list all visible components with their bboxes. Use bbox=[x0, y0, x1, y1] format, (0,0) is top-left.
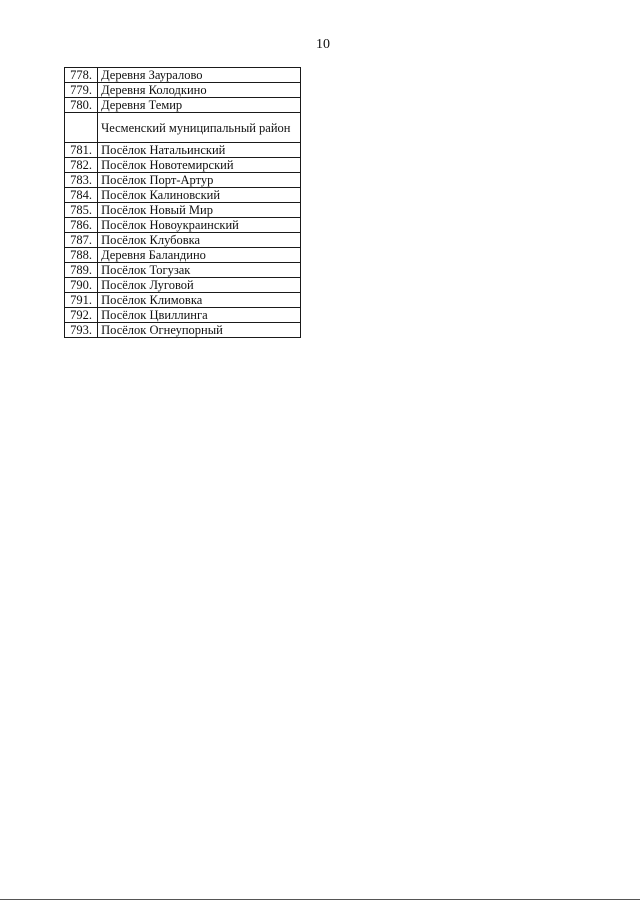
table-row bbox=[65, 233, 301, 248]
settlement-name: Деревня Зауралово bbox=[98, 68, 301, 83]
table-row bbox=[65, 278, 301, 293]
settlement-name: Деревня Темир bbox=[98, 98, 301, 113]
row-number: 781. bbox=[65, 143, 98, 158]
settlement-name: Посёлок Натальинский bbox=[98, 143, 301, 158]
settlement-name: Посёлок Клубовка bbox=[98, 233, 301, 248]
row-number: 788. bbox=[65, 248, 98, 263]
settlement-name: Посёлок Луговой bbox=[98, 278, 301, 293]
table-row bbox=[65, 293, 301, 308]
row-number bbox=[65, 113, 98, 143]
settlement-name: Посёлок Цвиллинга bbox=[98, 308, 301, 323]
table-row bbox=[65, 308, 301, 323]
district-heading-row bbox=[65, 113, 301, 143]
row-number: 790. bbox=[65, 278, 98, 293]
row-number: 783. bbox=[65, 173, 98, 188]
row-number: 787. bbox=[65, 233, 98, 248]
settlement-name: Посёлок Огнеупорный bbox=[98, 323, 301, 338]
table-row bbox=[65, 143, 301, 158]
table-row bbox=[65, 188, 301, 203]
district-name: Чесменский муниципальный район bbox=[98, 113, 301, 143]
row-number: 780. bbox=[65, 98, 98, 113]
settlement-name: Посёлок Калиновский bbox=[98, 188, 301, 203]
table-row bbox=[65, 173, 301, 188]
settlement-name: Посёлок Порт-Артур bbox=[98, 173, 301, 188]
table-row bbox=[65, 263, 301, 278]
settlement-name: Посёлок Новотемирский bbox=[98, 158, 301, 173]
table-row bbox=[65, 158, 301, 173]
row-number: 785. bbox=[65, 203, 98, 218]
settlement-name: Посёлок Тогузак bbox=[98, 263, 301, 278]
settlement-name: Посёлок Новоукраинский bbox=[98, 218, 301, 233]
row-number: 784. bbox=[65, 188, 98, 203]
table-row bbox=[65, 83, 301, 98]
row-number: 792. bbox=[65, 308, 98, 323]
row-number: 782. bbox=[65, 158, 98, 173]
row-number: 791. bbox=[65, 293, 98, 308]
settlement-name: Деревня Колодкино bbox=[98, 83, 301, 98]
settlement-name: Деревня Баландино bbox=[98, 248, 301, 263]
settlements-table bbox=[64, 67, 301, 338]
table-row bbox=[65, 248, 301, 263]
row-number: 786. bbox=[65, 218, 98, 233]
row-number: 789. bbox=[65, 263, 98, 278]
table-row bbox=[65, 98, 301, 113]
table-row bbox=[65, 218, 301, 233]
table-row bbox=[65, 68, 301, 83]
table-row bbox=[65, 323, 301, 338]
page-number: 10 bbox=[316, 37, 330, 52]
table-row bbox=[65, 203, 301, 218]
row-number: 778. bbox=[65, 68, 98, 83]
row-number: 793. bbox=[65, 323, 98, 338]
bottom-scan-edge bbox=[0, 899, 640, 900]
row-number: 779. bbox=[65, 83, 98, 98]
settlement-name: Посёлок Климовка bbox=[98, 293, 301, 308]
settlement-name: Посёлок Новый Мир bbox=[98, 203, 301, 218]
